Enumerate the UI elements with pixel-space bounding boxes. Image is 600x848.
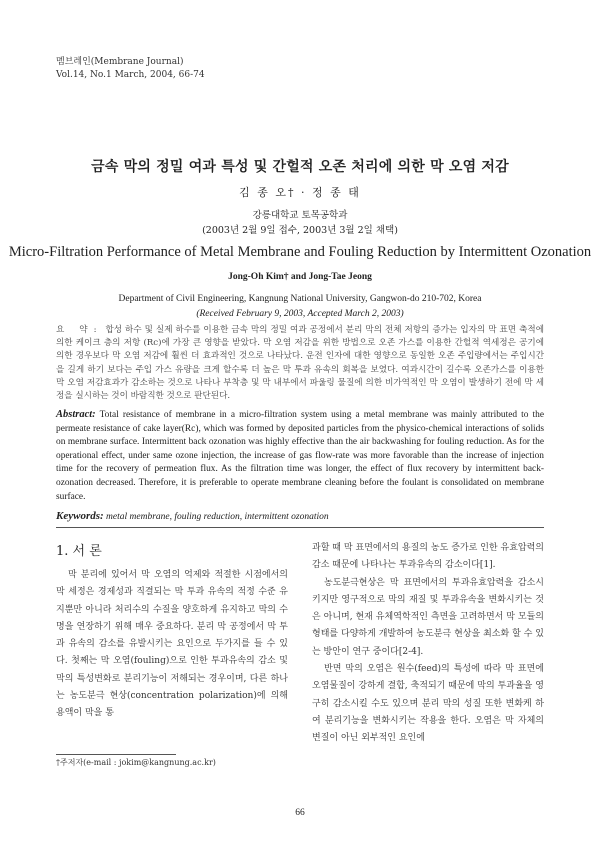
body-paragraph: 반면 막의 오염은 원수(feed)의 특성에 따라 막 표면에 오염물질이 강하게 결합, 축적되기 때문에 막의 투과율을 영구히 감소시킬 수도 있으며 분리 막의 성질 또한 변화케 하여 분리기능을 변화시키는 작용을 한다. 오염은 막 자체의 변질이 아닌 외부적인 요인에 — [312, 664, 544, 744]
korean-title: 금속 막의 정밀 여과 특성 및 간헐적 오존 처리에 의한 막 오염 저감 — [91, 159, 509, 175]
right-column — [312, 540, 544, 748]
english-authors: Jong-Oh Kim† and Jong-Tae Jeong — [228, 272, 372, 282]
body-paragraph: 과할 때 막 표면에서의 용질의 농도 증가로 인한 유효압력의 감소 때문에 나타나는 투과유속의 감소이다[1]. — [312, 543, 544, 571]
english-abstract-text: Total resistance of membrane in a micro-filtration system using a metal membrane was mainly attributed to the permeate resistance of cake layer(Rc), which was formed by deposited particles from the physico-chemical interactions of solids on membrane surface. Intermittent back ozonation was highly effective than the air backwashing for fouling reduction. As for the operational effect, under same ozone injection, the increase of gas flow-rate was more favorable than the increase of injection time for the recovery of permeation flux. As the filtration time was longer, the effect of flux recovery by intermittent back-ozonation decreased. Therefore, it is preferable to operate membrane cleaning before the foulant is consolidated on membrane surface. — [56, 410, 544, 502]
korean-affiliation: 강릉대학교 토목공학과 — [252, 210, 348, 221]
korean-dates: (2003년 2월 9일 접수, 2003년 3월 2일 채택) — [202, 225, 398, 236]
korean-abstract-text: 합성 하수 및 실제 하수를 이용한 금속 막의 정밀 여과 공정에서 분리 막의 전체 저항의 증가는 입자의 막 표면 축적에 의한 케이크 층의 저항 (Rc)에 가장 큰 영향을 받았다. 막 오염 저감을 위한 방법으로 오존 가스를 이용한 간헐적 역세정은 공기에 의한 경우보다 막 오염 저감에 훨씬 더 효과적인 것으로 나타났다. 운전 인자에 대한 영향으로 동일한 오존 주입량에서는 주입시간을 길게 하기 보다는 주입 가스 유량을 크게 할수록 더 높은 막 투과 유속의 회복을 보였다. 여과시간이 길수록 오존가스를 이용한 막 오염 저감효과가 감소하는 것으로 나타나 부착층 및 막 내부에서 파울링 물질에 의한 비가역적인 막 오염이 발생하기 전에 막 세정을 실시하는 것이 바람직한 것으로 판단된다. — [56, 325, 544, 402]
english-abstract — [56, 408, 544, 504]
english-dates: (Received February 9, 2003, Accepted March 2, 2003) — [196, 309, 404, 319]
section-divider — [56, 527, 544, 528]
footnote: †주저자(e-mail : jokim@kangnung.ac.kr) — [56, 758, 216, 767]
page-number: 66 — [295, 808, 305, 818]
keywords — [56, 510, 544, 522]
korean-authors: 김 종 오† · 정 종 태 — [239, 186, 361, 199]
body-paragraph: 농도분극현상은 막 표면에서의 투과유효압력을 감소시키지만 영구적으로 막의 재질 및 투과유속을 변화시키는 것은 아니며, 현재 유체역학적인 측면을 고려하면서 막 모듈의 형태를 다양하게 개발하여 농도분극 현상을 최소화 할 수 있는 방안이 연구 중이다[2-4]. — [312, 577, 544, 657]
korean-abstract — [56, 324, 544, 403]
section-heading: 1. 서 론 — [56, 544, 102, 559]
journal-name: 멤브레인(Membrane Journal) — [56, 57, 184, 67]
keywords-lead: Keywords: — [56, 510, 104, 522]
journal-header — [56, 56, 205, 82]
korean-abstract-lead: 요 약: — [56, 325, 103, 335]
english-title: Micro-Filtration Performance of Metal Membrane and Fouling Reduction by Intermittent Ozonation — [8, 244, 592, 260]
english-affiliation: Department of Civil Engineering, Kangnung National University, Gangwon-do 210-702, Korea — [118, 294, 482, 304]
english-abstract-lead: Abstract: — [56, 409, 96, 420]
footnote-divider — [56, 754, 176, 755]
keywords-text: metal membrane, fouling reduction, intermittent ozonation — [106, 512, 329, 522]
left-column — [56, 567, 288, 723]
body-paragraph: 막 분리에 있어서 막 오염의 억제와 적절한 시점에서의 막 세정은 경제성과 직결되는 막 투과 유속의 적정 수준 유지뿐만 아니라 처리수의 수질을 양호하게 유지하고 막의 수명을 연장하기 위해 매우 중요하다. 분리 막 공정에서 막 투과 유속의 감소를 유발시키는 요인으로 두가지를 들 수 있다. 첫째는 막 오염(fouling)으로 인한 투과유속의 감소 및 막의 특성변화로 분리기능이 저해되는 경우이며, 다른 하나는 농도분극 현상(concentration polarization)에 의해 용액이 막을 통 — [56, 570, 288, 719]
journal-volume-info: Vol.14, No.1 March, 2004, 66-74 — [56, 70, 205, 80]
